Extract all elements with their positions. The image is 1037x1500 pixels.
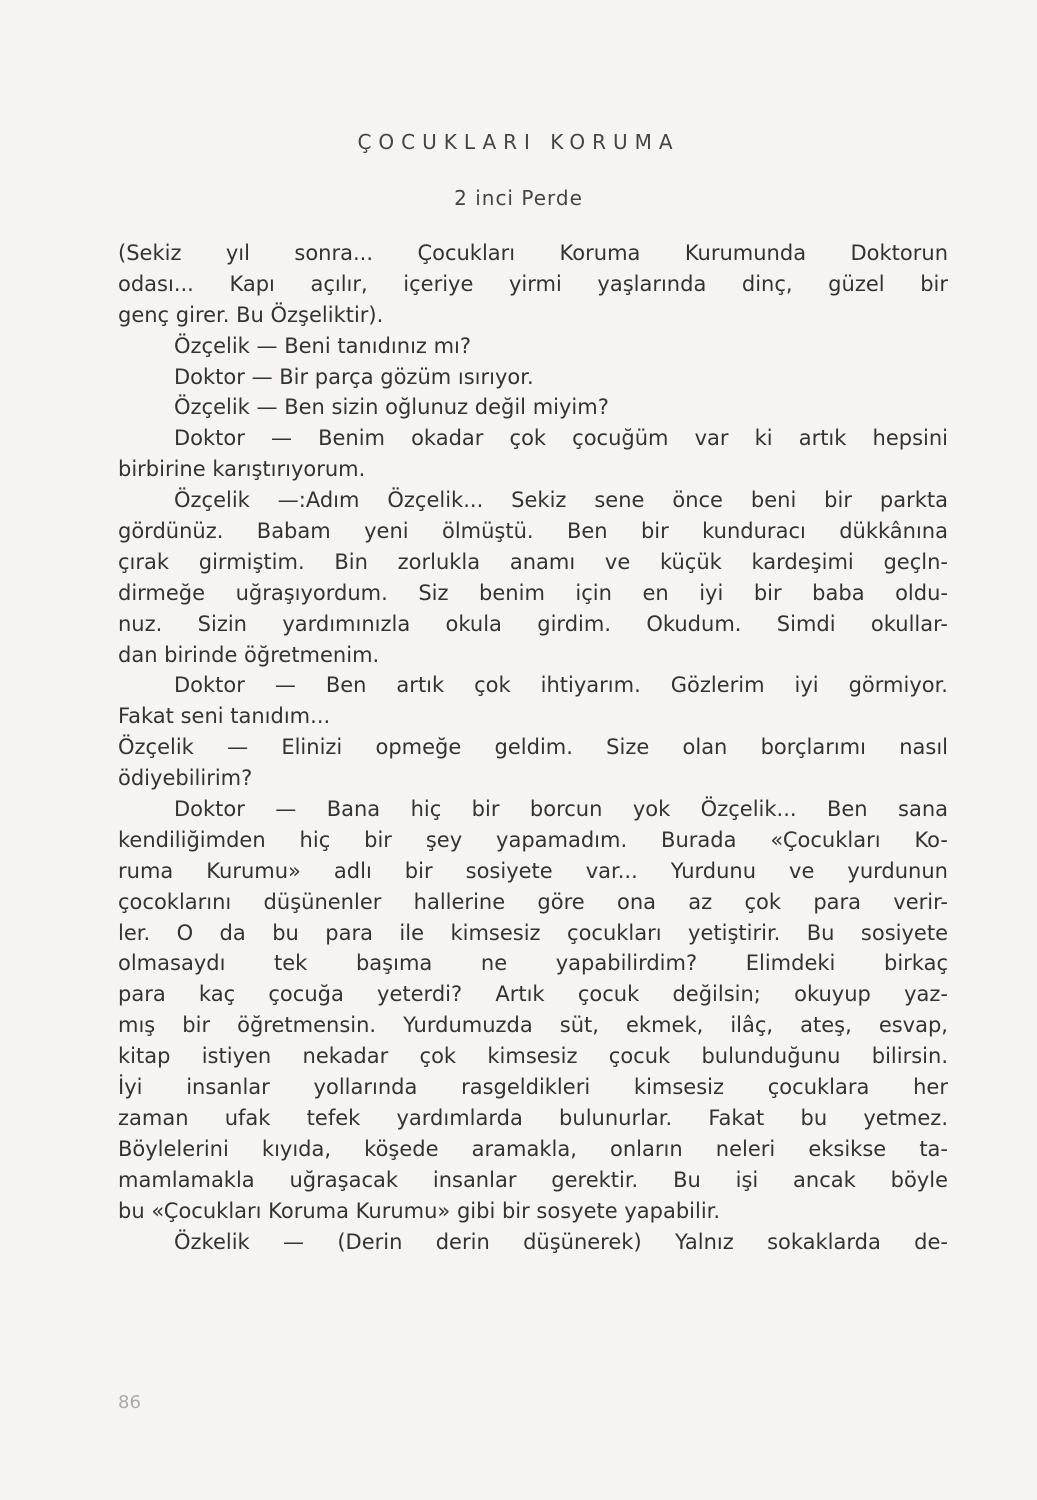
text-line: çırak girmiştim. Bin zorlukla anamı ve küçük kardeşimi geçln- xyxy=(118,549,948,574)
text-line: İyi insanlar yollarında rasgeldikleri kimsesiz çocuklara her xyxy=(118,1075,948,1100)
text-line: çocoklarını düşünenler hallerine göre ona az çok para verir- xyxy=(118,889,948,914)
text-line: gördünüz. Babam yeni ölmüştü. Ben bir kunduracı dükkânına xyxy=(118,519,948,544)
text-line: kitap istiyen nekadar çok kimsesiz çocuk bulunduğunu bilirsin. xyxy=(118,1044,948,1069)
text-line: mamlamakla uğraşacak insanlar gerektir. Bu işi ancak böyle xyxy=(118,1167,948,1192)
text-line: genç girer. Bu Özşeliktir). xyxy=(118,302,384,327)
dialogue-line: Özkelik — (Derin derin düşünerek) Yalnız sokaklarda de- xyxy=(174,1229,948,1254)
text-line: bu «Çocukları Koruma Kurumu» gibi bir sosyete yapabilir. xyxy=(118,1198,721,1223)
text-line: Fakat seni tanıdım... xyxy=(118,704,331,729)
dialogue-line: Özçelik — Elinizi opmeğe geldim. Size olan borçlarımı nasıl xyxy=(118,735,948,760)
text-line: zaman ufak tefek yardımlarda bulunurlar. Fakat bu yetmez. xyxy=(118,1105,948,1130)
dialogue-line: Doktor — Ben artık çok ihtiyarım. Gözlerim iyi görmiyor. xyxy=(174,673,948,698)
dialogue-line: Özçelik — Ben sizin oğlunuz değil miyim? xyxy=(174,395,609,420)
play-text xyxy=(118,238,948,1257)
dialogue-line: Doktor — Benim okadar çok çocuğüm var ki artık hepsini xyxy=(174,426,948,451)
dialogue-line: Doktor — Bana hiç bir borcun yok Özçelik... Ben sana xyxy=(174,797,948,822)
text-line: kendiliğimden hiç bir şey yapamadım. Burada «Çocukları Ko- xyxy=(118,827,948,852)
text-line: dan birinde öğretmenim. xyxy=(118,642,380,667)
text-line: ödiyebilirim? xyxy=(118,766,253,791)
dialogue-line: Özçelik — Beni tanıdınız mı? xyxy=(174,333,472,358)
dialogue-line: Özçelik —:Adım Özçelik... Sekiz sene önce beni bir parkta xyxy=(174,488,948,513)
text-line: odası... Kapı açılır, içeriye yirmi yaşlarında dinç, güzel bir xyxy=(118,271,948,296)
text-line: ler. O da bu para ile kimsesiz çocukları yetiştirir. Bu sosiyete xyxy=(118,920,948,945)
text-line: (Sekiz yıl sonra... Çocukları Koruma Kurumunda Doktorun xyxy=(118,241,948,265)
page-number: 86 xyxy=(118,1392,141,1413)
text-line: para kaç çocuğa yeterdi? Artık çocuk değilsin; okuyup yaz- xyxy=(118,982,948,1007)
text-line: nuz. Sizin yardımınızla okula girdim. Okudum. Simdi okullar- xyxy=(118,611,948,636)
text-line: mış bir öğretmensin. Yurdumuzda süt, ekmek, ilâç, ateş, esvap, xyxy=(118,1013,948,1038)
page-title: ÇOCUKLARI KORUMA xyxy=(357,130,680,154)
text-line: ruma Kurumu» adlı bir sosiyete var... Yurdunu ve yurdunun xyxy=(118,858,948,883)
dialogue-line: Doktor — Bir parça gözüm ısırıyor. xyxy=(174,364,534,389)
text-line: olmasaydı tek başıma ne yapabilirdim? Elimdeki birkaç xyxy=(118,951,948,976)
text-line: Böylelerini kıyıda, köşede aramakla, onların neleri eksikse ta- xyxy=(118,1136,948,1161)
text-line: birbirine karıştırıyorum. xyxy=(118,457,366,482)
text-line: dirmeğe uğraşıyordum. Siz benim için en iyi bir baba oldu- xyxy=(118,580,948,605)
act-subtitle: 2 inci Perde xyxy=(454,186,583,210)
